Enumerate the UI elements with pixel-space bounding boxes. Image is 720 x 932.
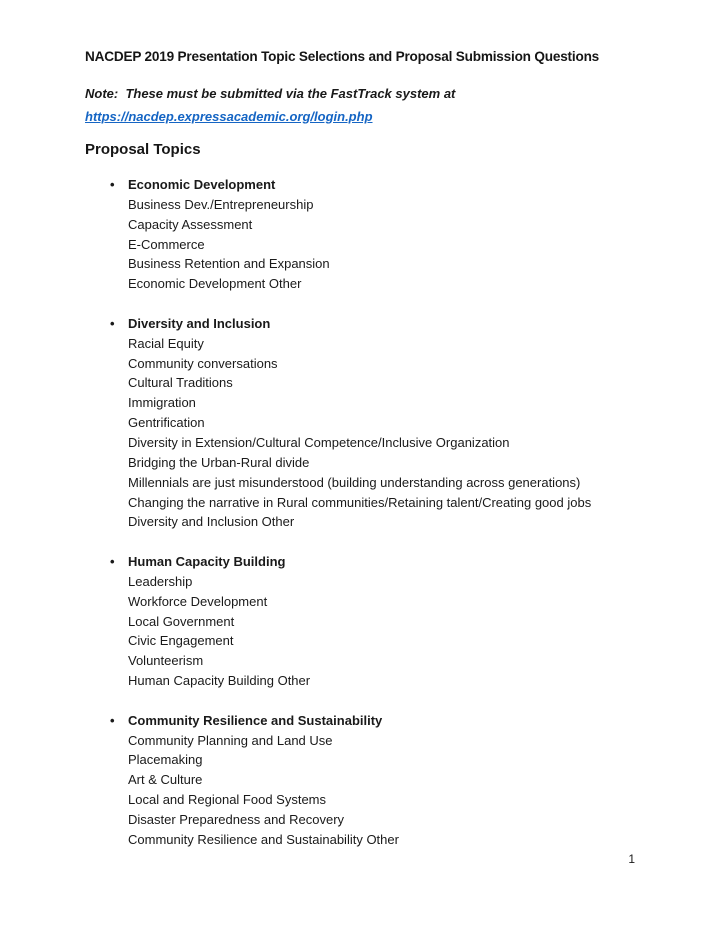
- page-title: NACDEP 2019 Presentation Topic Selections and Proposal Submission Questions: [85, 49, 600, 64]
- topic-heading-row: [110, 175, 635, 195]
- fasttrack-link[interactable]: https://nacdep.expressacademic.org/login.php: [85, 108, 373, 124]
- topic-item: Immigration: [128, 395, 196, 411]
- bullet-icon: •: [110, 315, 115, 331]
- topic-item: Leadership: [128, 573, 193, 589]
- topic-items: [128, 195, 635, 294]
- topic-item: Community Planning and Land Use: [128, 732, 333, 748]
- topic-item: E-Commerce: [128, 236, 205, 252]
- note-text: Note: These must be submitted via the FastTrack system at: [85, 86, 456, 101]
- topic-item: Placemaking: [128, 752, 203, 768]
- topic-section: [110, 314, 635, 532]
- topic-section: [110, 175, 635, 294]
- topic-item: Disaster Preparedness and Recovery: [128, 812, 345, 827]
- topic-item: Cultural Traditions: [128, 375, 233, 391]
- topic-item: Community conversations: [128, 355, 278, 371]
- topic-item: Local and Regional Food Systems: [128, 792, 327, 808]
- topic-items: [128, 572, 635, 691]
- topic-item: Diversity and Inclusion Other: [128, 514, 295, 530]
- topic-item: Capacity Assessment: [128, 216, 253, 232]
- topic-item: Local Government: [128, 613, 235, 629]
- topic-item: Millennials are just misunderstood (building understanding across generations): [128, 474, 581, 490]
- topic-item: Human Capacity Building Other: [128, 673, 311, 689]
- topic-item: Gentrification: [128, 415, 205, 431]
- bullet-icon: •: [110, 177, 115, 192]
- topic-item: Changing the narrative in Rural communities/Retaining talent/Creating good jobs: [128, 494, 592, 510]
- topic-items: [128, 334, 635, 532]
- topic-label: Diversity and Inclusion: [128, 315, 271, 331]
- note-paragraph: [85, 83, 635, 128]
- topic-item: Business Retention and Expansion: [128, 256, 330, 272]
- topic-item: Economic Development Other: [128, 276, 302, 292]
- topic-section: [110, 552, 635, 691]
- bullet-icon: •: [110, 712, 115, 728]
- topic-item: Volunteerism: [128, 653, 204, 669]
- topic-heading-row: [110, 314, 635, 334]
- topic-section: [110, 711, 635, 850]
- topic-heading-row: [110, 711, 635, 731]
- topics-list: [85, 175, 635, 850]
- topic-heading-row: [110, 552, 635, 572]
- topic-item: Racial Equity: [128, 335, 204, 351]
- topic-label: Human Capacity Building: [128, 554, 286, 570]
- bullet-icon: •: [110, 554, 115, 570]
- topic-item: Bridging the Urban-Rural divide: [128, 454, 310, 470]
- topic-item: Diversity in Extension/Cultural Competence/Inclusive Organization: [128, 434, 510, 450]
- page-number: 1: [628, 852, 635, 866]
- topic-item: Workforce Development: [128, 593, 268, 609]
- topic-label: Economic Development: [128, 177, 276, 192]
- topic-item: Civic Engagement: [128, 633, 234, 649]
- topic-item: Art & Culture: [128, 772, 203, 788]
- proposal-topics-heading: Proposal Topics: [85, 141, 201, 158]
- topic-item: Business Dev./Entrepreneurship: [128, 196, 314, 212]
- topic-label: Community Resilience and Sustainability: [128, 712, 383, 728]
- topic-items: [128, 731, 635, 850]
- topic-item: Community Resilience and Sustainability Other: [128, 831, 399, 847]
